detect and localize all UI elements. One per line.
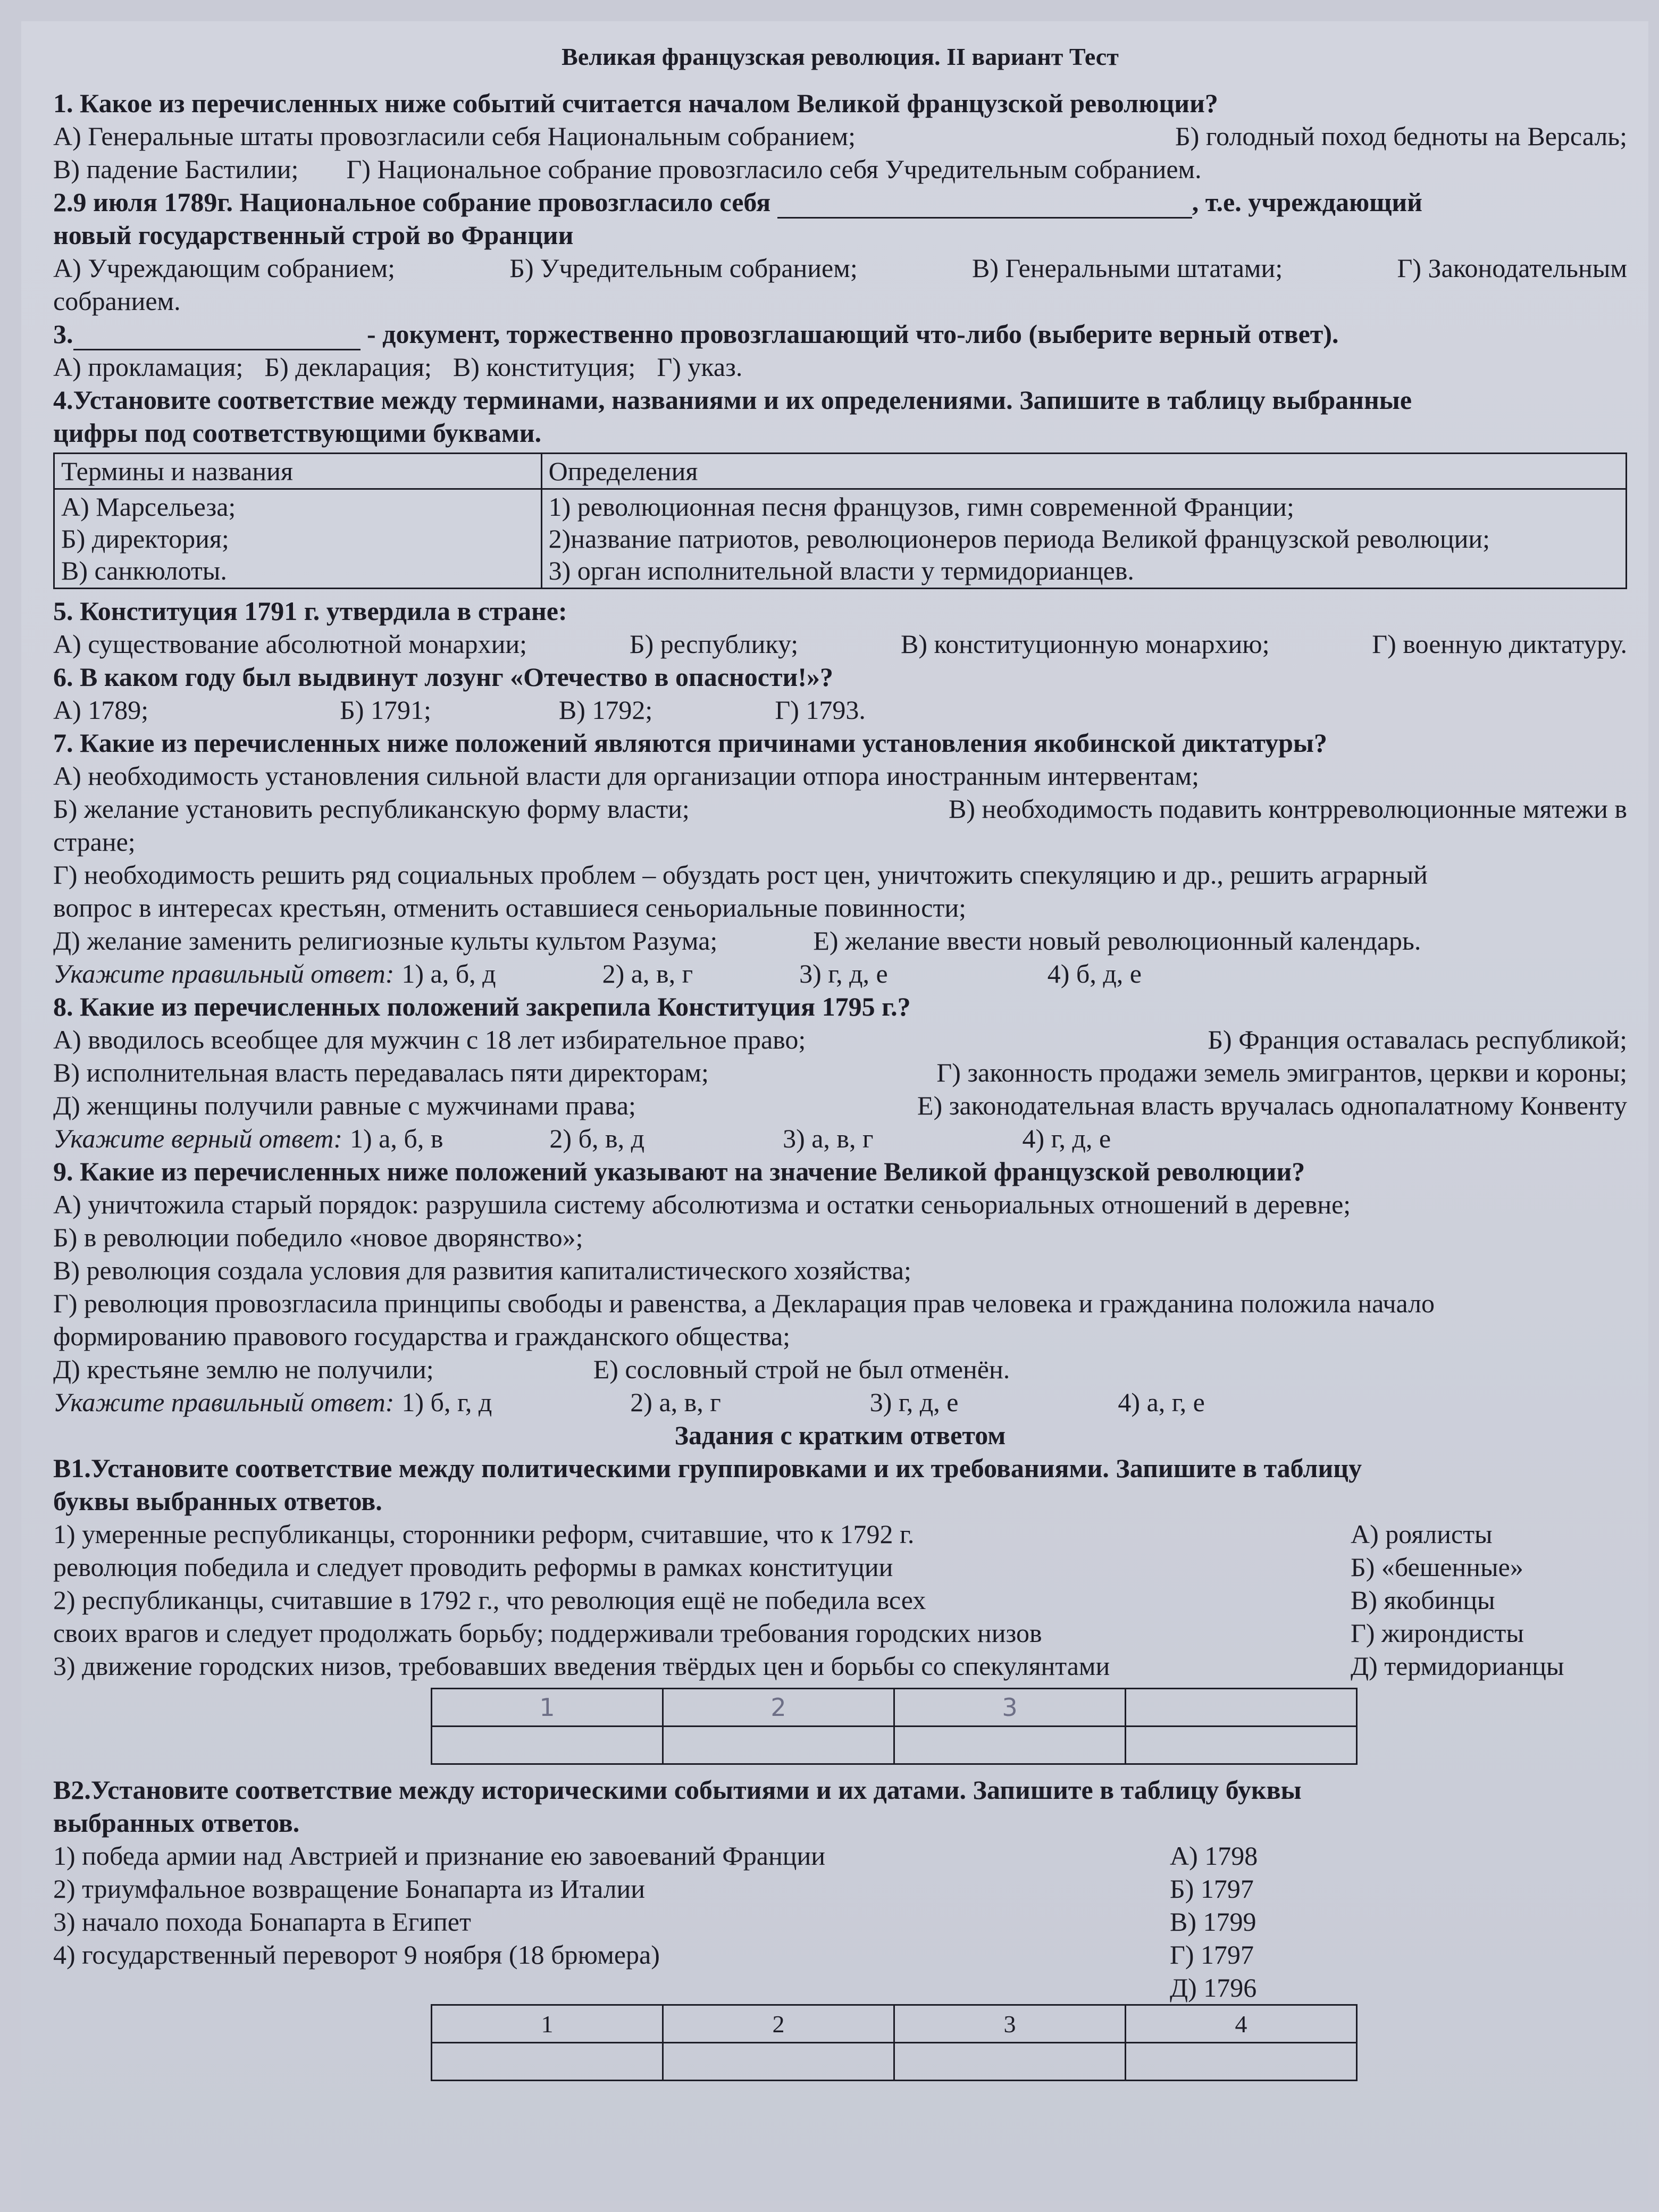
question-5: 5. Конституция 1791 г. утвердила в стране: [53, 596, 567, 626]
b2-answer-cell[interactable] [1126, 2043, 1357, 2081]
q6-option-c: В) 1792; [558, 695, 653, 725]
question-7: 7. Какие из перечисленных ниже положений являются причинами установления якобинской диктатуры? [53, 728, 1327, 758]
b2-answer-cell[interactable] [432, 2043, 663, 2081]
task-b1-line2: буквы выбранных ответов. [53, 1486, 382, 1516]
b1-item-3: 3) движение городских низов, требовавших введения твёрдых цен и борьбы со спекулянтами [53, 1651, 1110, 1681]
q7-options-ef [53, 924, 1627, 957]
q8-answer-3: 3) а, в, г [783, 1124, 874, 1153]
b1-item-2: 2) республиканцы, считавшие в 1792 г., что революция ещё не победила всех [53, 1585, 926, 1615]
q8-option-a: А) вводилось всеобщее для мужчин с 18 лет избирательное право; [53, 1025, 806, 1054]
q6-option-d: Г) 1793. [775, 695, 866, 725]
question-8: 8. Какие из перечисленных положений закрепила Конституция 1795 г.? [53, 992, 911, 1021]
task-b2-line2: выбранных ответов. [53, 1808, 300, 1838]
q1-options-row1 [53, 120, 1627, 153]
b1-items [53, 1518, 1351, 1682]
b1-response-e: Д) термидорианцы [1351, 1651, 1564, 1681]
q7-option-d-cont: вопрос в интересах крестьян, отменить оставшиеся сеньориальные повинности; [53, 893, 966, 923]
b2-items [53, 1839, 1170, 2004]
question-9: 9. Какие из перечисленных ниже положений указывают на значение Великой французской революции? [53, 1157, 1305, 1186]
q5-option-b: Б) республику; [629, 629, 799, 659]
q1-options-row2 [53, 153, 1627, 186]
b2-responses [1170, 1839, 1627, 2004]
q2-option-b: Б) Учредительным собранием; [509, 253, 858, 283]
q7-answers [53, 957, 1627, 990]
q9-answer-1: 1) б, г, д [401, 1387, 492, 1417]
q9-option-b: Б) в революции победило «новое дворянство»; [53, 1222, 583, 1252]
q7-answer-1: 1) а, б, д [401, 959, 496, 988]
q5-option-c: В) конституционную монархию; [900, 629, 1270, 659]
q6-option-a: А) 1789; [53, 695, 149, 725]
q9-answer-3: 3) г, д, е [869, 1387, 959, 1417]
b2-answer-cell[interactable] [663, 2043, 894, 2081]
b1-handwritten-number [1126, 1689, 1357, 1727]
q3-option-d: Г) указ. [657, 352, 743, 382]
q9-answer-2: 2) а, в, г [630, 1387, 721, 1417]
q8-answer-prompt: Укажите верный ответ: [53, 1124, 343, 1153]
q8-options-ab [53, 1023, 1627, 1056]
b2-answer-cell[interactable] [894, 2043, 1126, 2081]
q8-answers [53, 1122, 1627, 1155]
q9-option-c: В) революция создала условия для развития капиталистического хозяйства; [53, 1255, 911, 1285]
q2-option-a: А) Учреждающим собранием; [53, 253, 395, 283]
q2-options [53, 252, 1627, 284]
b1-answer-cell[interactable] [663, 1727, 894, 1764]
b1-answer-cell[interactable] [894, 1727, 1126, 1764]
q5-option-d: Г) военную диктатуру. [1372, 629, 1627, 659]
terms-cell [54, 489, 542, 589]
b2-response-a: А) 1798 [1170, 1841, 1258, 1871]
q7-answer-3: 3) г, д, е [799, 959, 888, 988]
q7-option-e: Д) желание заменить религиозные культы культом Разума; [53, 926, 718, 956]
q9-option-d: Г) революция провозгласила принципы свободы и равенства, а Декларация прав человека и гражданина положила начало [53, 1288, 1435, 1318]
q7-option-c: В) необходимость подавить контрреволюционные мятежи в [948, 794, 1627, 824]
q8-option-c: В) исполнительная власть передавалась пяти директорам; [53, 1058, 709, 1087]
b1-answer-cell[interactable] [1126, 1727, 1357, 1764]
task-b1: В1.Установите соответствие между политическими группировками и их требованиями. Запишите в таблицу [53, 1453, 1362, 1483]
b2-column-number: 4 [1126, 2005, 1357, 2043]
b1-match-lists [53, 1518, 1627, 1682]
question-3: 3. - документ, торжественно провозглашающий что-либо (выберите верный ответ). [53, 317, 1627, 350]
b2-answer-table [431, 2004, 1358, 2081]
task-b2: В2.Установите соответствие между историческими событиями и их датами. Запишите в таблицу буквы [53, 1775, 1302, 1805]
q9-option-f: Е) сословный строй не был отменён. [593, 1354, 1010, 1384]
b1-item-1-cont: революция победила и следует проводить реформы в рамках конституции [53, 1552, 893, 1582]
b2-item-1: 1) победа армии над Австрией и признание ею завоеваний Франции [53, 1841, 826, 1871]
answer-blank[interactable] [73, 328, 361, 350]
q5-option-a: А) существование абсолютной монархии; [53, 629, 527, 659]
question-2-line2: новый государственный строй во Франции [53, 220, 574, 250]
q2-option-d: Г) Законодательным [1397, 253, 1627, 283]
term-item: Б) директория; [61, 524, 229, 554]
definitions-header: Определения [541, 454, 1626, 489]
b1-handwritten-number: 3 [894, 1689, 1126, 1727]
q3-option-c: В) конституция; [453, 352, 636, 382]
definition-item: 1) революционная песня французов, гимн современной Франции; [548, 492, 1294, 522]
b1-handwritten-number: 2 [663, 1689, 894, 1727]
q8-options-cd [53, 1056, 1627, 1089]
q8-answer-4: 4) г, д, е [1022, 1124, 1111, 1153]
b2-item-3: 3) начало похода Бонапарта в Египет [53, 1907, 471, 1937]
b1-answer-table [431, 1688, 1358, 1765]
q8-options-ef [53, 1089, 1627, 1122]
test-sheet [21, 21, 1648, 2201]
definition-item: 2)название патриотов, революционеров периода Великой французской революции; [548, 524, 1490, 554]
q9-option-e: Д) крестьяне землю не получили; [53, 1354, 434, 1384]
q1-option-a: А) Генеральные штаты провозгласили себя Национальным собранием; [53, 121, 856, 151]
q9-answer-prompt: Укажите правильный ответ: [53, 1387, 395, 1417]
q8-answer-1: 1) а, б, в [350, 1124, 443, 1153]
q7-answer-2: 2) а, в, г [602, 959, 693, 988]
q7-option-d: Г) необходимость решить ряд социальных проблем – обуздать рост цен, уничтожить спекуляцию и др., решить аграрный [53, 860, 1428, 890]
b2-item-2: 2) триумфальное возвращение Бонапарта из Италии [53, 1874, 646, 1904]
q9-options-ef [53, 1353, 1627, 1386]
q1-option-d: Г) Национальное собрание провозгласило себя Учредительным собранием. [346, 154, 1202, 184]
b1-answer-cell[interactable] [432, 1727, 663, 1764]
q3-option-b: Б) декларация; [264, 352, 432, 382]
q8-option-b: Б) Франция оставалась республикой; [1208, 1025, 1627, 1054]
question-2: 2.9 июля 1789г. Национальное собрание провозгласило себя , т.е. учреждающий [53, 186, 1627, 219]
q7-options-bc [53, 792, 1627, 825]
q6-option-b: Б) 1791; [340, 695, 431, 725]
question-4: 4.Установите соответствие между терминами, названиями и их определениями. Запишите в таблицу выбранные [53, 385, 1412, 415]
q8-option-d: Г) законность продажи земель эмигрантов, церкви и короны; [936, 1058, 1627, 1087]
b1-handwritten-number: 1 [432, 1689, 663, 1727]
q7-answer-4: 4) б, д, е [1047, 959, 1142, 988]
b2-response-b: Б) 1797 [1170, 1874, 1254, 1904]
q8-option-e: Д) женщины получили равные с мужчинами права; [53, 1091, 636, 1120]
b1-response-a: А) роялисты [1351, 1519, 1493, 1549]
terms-table [53, 453, 1627, 589]
q5-options [53, 627, 1627, 660]
q2-option-c: В) Генеральными штатами; [972, 253, 1283, 283]
q8-option-f: Е) законодательная власть вручалась однопалатному Конвенту [917, 1091, 1627, 1120]
definition-item: 3) орган исполнительной власти у термидорианцев. [548, 556, 1134, 585]
question-4-line2: цифры под соответствующими буквами. [53, 418, 542, 448]
b2-response-e: Д) 1796 [1170, 1973, 1257, 2002]
b1-response-c: В) якобинцы [1351, 1585, 1495, 1615]
q7-option-f: Е) желание ввести новый революционный календарь. [813, 926, 1421, 956]
term-item: В) санкюлоты. [61, 556, 227, 585]
b1-item-1: 1) умеренные республиканцы, сторонники реформ, считавшие, что к 1792 г. [53, 1519, 915, 1549]
short-answer-heading: Задания с кратким ответом [674, 1420, 1006, 1450]
b2-column-number: 2 [663, 2005, 894, 2043]
q1-option-b: Б) голодный поход бедноты на Версаль; [1175, 121, 1627, 151]
b2-item-4: 4) государственный переворот 9 ноября (18 брюмера) [53, 1940, 660, 1970]
question-1: 1. Какое из перечисленных ниже событий считается началом Великой французской революции? [53, 88, 1218, 118]
q9-option-a: А) уничтожила старый порядок: разрушила систему абсолютизма и остатки сеньориальных отношений в деревне; [53, 1189, 1351, 1219]
q3-option-a: А) прокламация; [53, 352, 244, 382]
q9-option-d-cont: формированию правового государства и гражданского общества; [53, 1321, 791, 1351]
q7-option-a: А) необходимость установления сильной власти для организации отпора иностранным интервентам; [53, 761, 1199, 791]
q7-answer-prompt: Укажите правильный ответ: [53, 959, 395, 988]
b2-column-number: 1 [432, 2005, 663, 2043]
q6-options [53, 693, 1627, 726]
answer-blank[interactable] [777, 196, 1192, 219]
b2-response-d: Г) 1797 [1170, 1940, 1254, 1970]
q2-option-d-cont: собранием. [53, 286, 181, 316]
term-item: А) Марсельеза; [61, 492, 236, 522]
definitions-cell [541, 489, 1626, 589]
terms-header: Термины и названия [54, 454, 542, 489]
q7-option-c-cont: стране; [53, 827, 136, 857]
b2-response-c: В) 1799 [1170, 1907, 1256, 1937]
q9-answer-4: 4) а, г, е [1118, 1387, 1205, 1417]
b2-column-number: 3 [894, 2005, 1126, 2043]
b1-response-b: Б) «бешенные» [1351, 1552, 1523, 1582]
b1-item-2-cont: своих врагов и следует продолжать борьбу; поддерживали требования городских низов [53, 1618, 1042, 1648]
page-title: Великая французская революция. II вариант Тест [562, 43, 1119, 70]
b1-response-d: Г) жирондисты [1351, 1618, 1524, 1648]
q8-answer-2: 2) б, в, д [549, 1124, 645, 1153]
b2-match-lists [53, 1839, 1627, 2004]
q7-option-b: Б) желание установить республиканскую форму власти; [53, 794, 690, 824]
q3-options [53, 350, 1627, 383]
b1-responses [1351, 1518, 1627, 1682]
question-6: 6. В каком году был выдвинут лозунг «Отечество в опасности!»? [53, 662, 834, 692]
q1-option-c: В) падение Бастилии; [53, 154, 299, 184]
q9-answers [53, 1386, 1627, 1419]
